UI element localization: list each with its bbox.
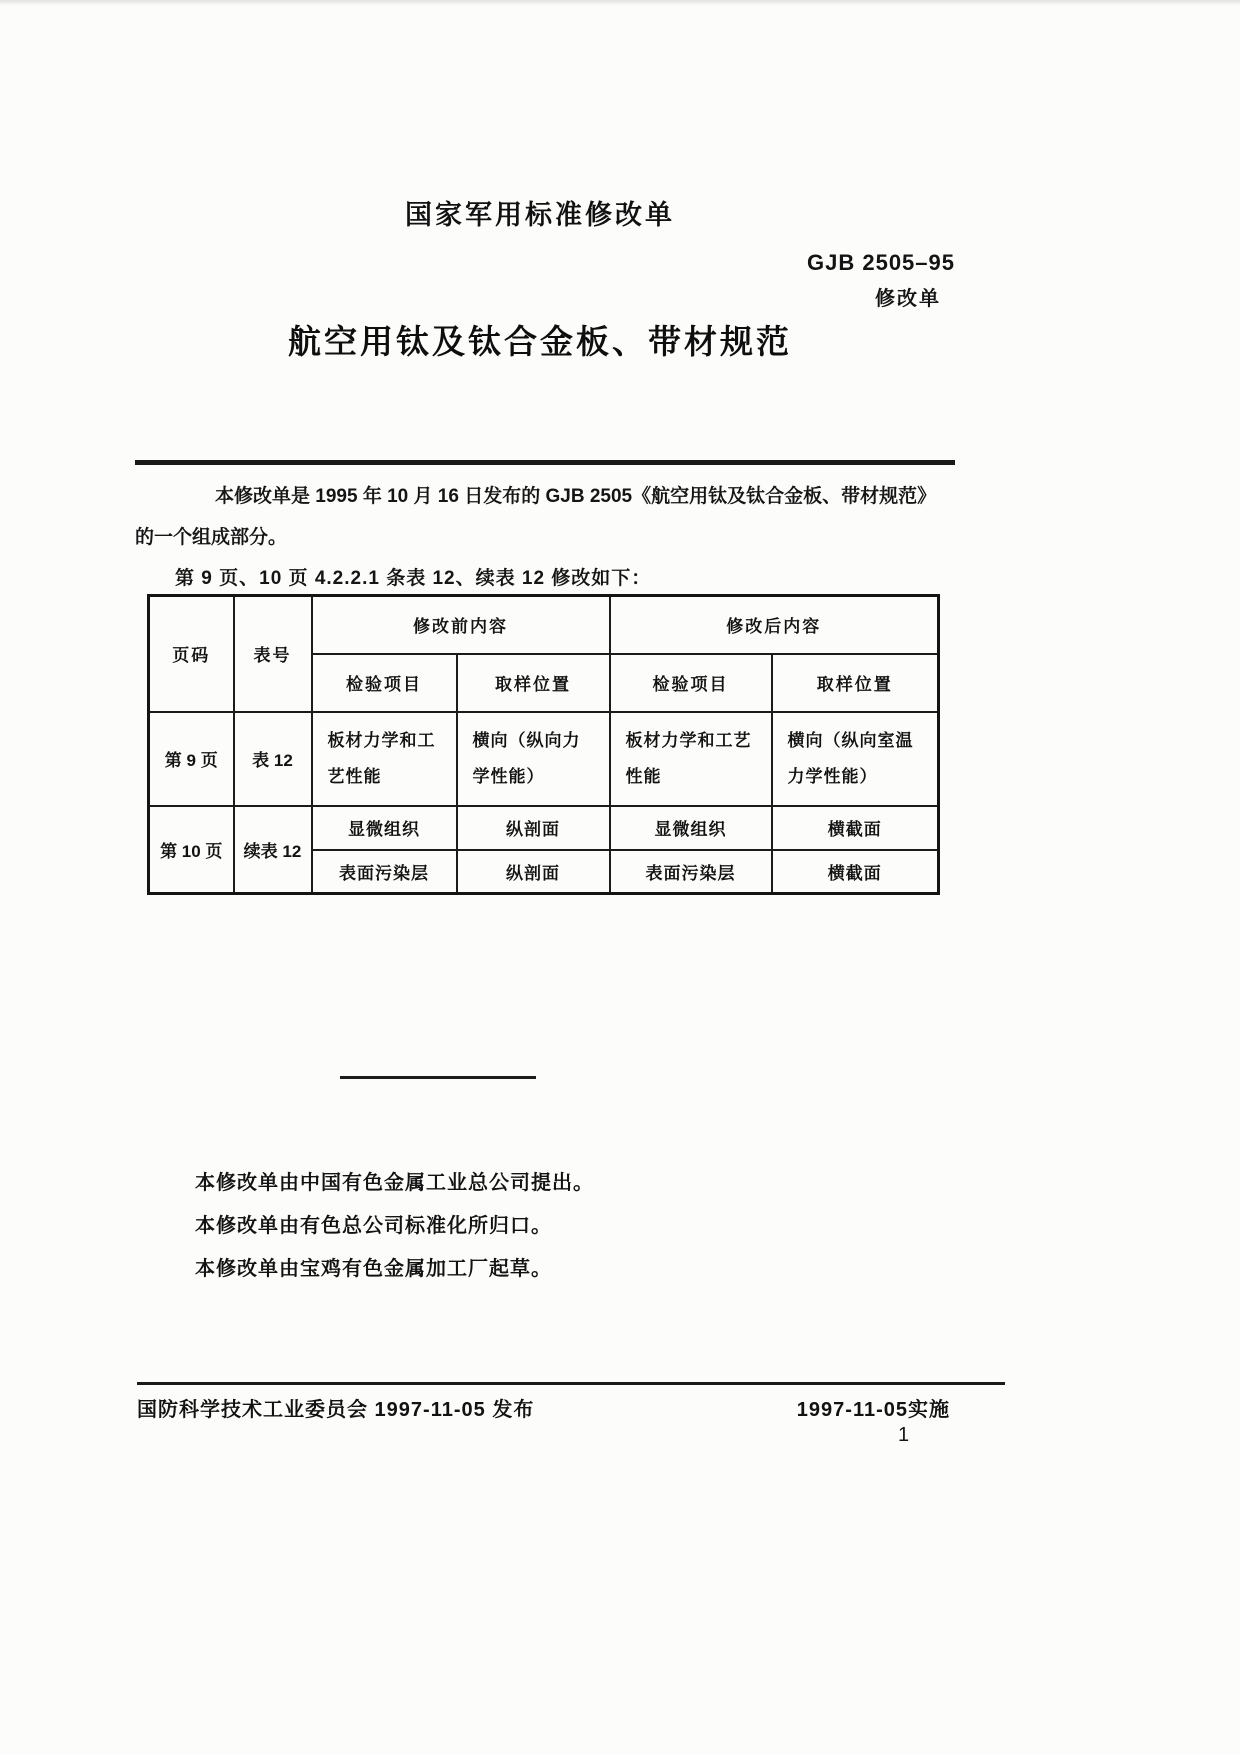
col-header-after: 修改后内容 xyxy=(610,596,939,654)
col-header-before-item: 检验项目 xyxy=(312,654,457,712)
note-proposed-by: 本修改单由中国有色金属工业总公司提出。 xyxy=(195,1172,594,1194)
cell-before-position: 横向（纵向力学性能） xyxy=(457,712,610,806)
section-separator-line xyxy=(340,1076,536,1079)
table-row xyxy=(149,806,939,850)
cell-before-item: 显微组织 xyxy=(312,806,457,850)
clause-reference-line: 第 9 页、10 页 4.2.2.1 条表 12、续表 12 修改如下： xyxy=(175,568,652,589)
standard-number-subtitle: 修改单 xyxy=(875,288,941,310)
title-divider-rule xyxy=(135,460,955,465)
document-class-heading: 国家军用标准修改单 xyxy=(405,200,675,230)
cell-after-position: 横截面 xyxy=(772,850,939,894)
cell-table-no: 续表 12 xyxy=(234,806,312,894)
intro-line-2: 的一个组成部分。 xyxy=(135,527,288,548)
col-header-after-item: 检验项目 xyxy=(610,654,772,712)
footer-divider-rule xyxy=(137,1382,1005,1385)
col-header-page: 页码 xyxy=(149,596,234,712)
footer-implementation-date: 1997-11-05实施 xyxy=(796,1399,950,1421)
document-title: 航空用钛及钛合金板、带材规范 xyxy=(288,323,792,360)
standard-number-block xyxy=(807,250,955,311)
responsibility-notes xyxy=(195,1162,594,1291)
cell-before-item: 板材力学和工艺性能 xyxy=(312,712,457,806)
cell-after-item: 板材力学和工艺性能 xyxy=(610,712,772,806)
cell-before-item: 表面污染层 xyxy=(312,850,457,894)
page-number: 1 xyxy=(898,1424,910,1446)
modification-table xyxy=(147,594,940,895)
footer xyxy=(137,1393,950,1422)
cell-after-position: 横向（纵向室温力学性能） xyxy=(772,712,939,806)
col-header-after-position: 取样位置 xyxy=(772,654,939,712)
scan-edge-artifact xyxy=(0,0,1240,6)
cell-before-position: 纵剖面 xyxy=(457,850,610,894)
cell-after-item: 显微组织 xyxy=(610,806,772,850)
cell-after-position: 横截面 xyxy=(772,806,939,850)
table-header-row-1 xyxy=(149,596,939,654)
cell-before-position: 纵剖面 xyxy=(457,806,610,850)
intro-line-1: 本修改单是 1995 年 10 月 16 日发布的 GJB 2505《航空用钛及钛合金板、带材规范》 xyxy=(215,486,937,507)
cell-after-item: 表面污染层 xyxy=(610,850,772,894)
col-header-table-no: 表号 xyxy=(234,596,312,712)
note-drafted-by: 本修改单由宝鸡有色金属加工厂起草。 xyxy=(195,1258,552,1280)
footer-issued-by: 国防科学技术工业委员会 1997-11-05 发布 xyxy=(137,1399,535,1421)
col-header-before-position: 取样位置 xyxy=(457,654,610,712)
col-header-before: 修改前内容 xyxy=(312,596,610,654)
table-row xyxy=(149,712,939,806)
cell-page: 第 10 页 xyxy=(149,806,234,894)
standard-number: GJB 2505–95 xyxy=(807,250,955,275)
cell-table-no: 表 12 xyxy=(234,712,312,806)
intro-paragraph xyxy=(135,476,957,599)
note-managed-by: 本修改单由有色总公司标准化所归口。 xyxy=(195,1215,552,1237)
cell-page: 第 9 页 xyxy=(149,712,234,806)
